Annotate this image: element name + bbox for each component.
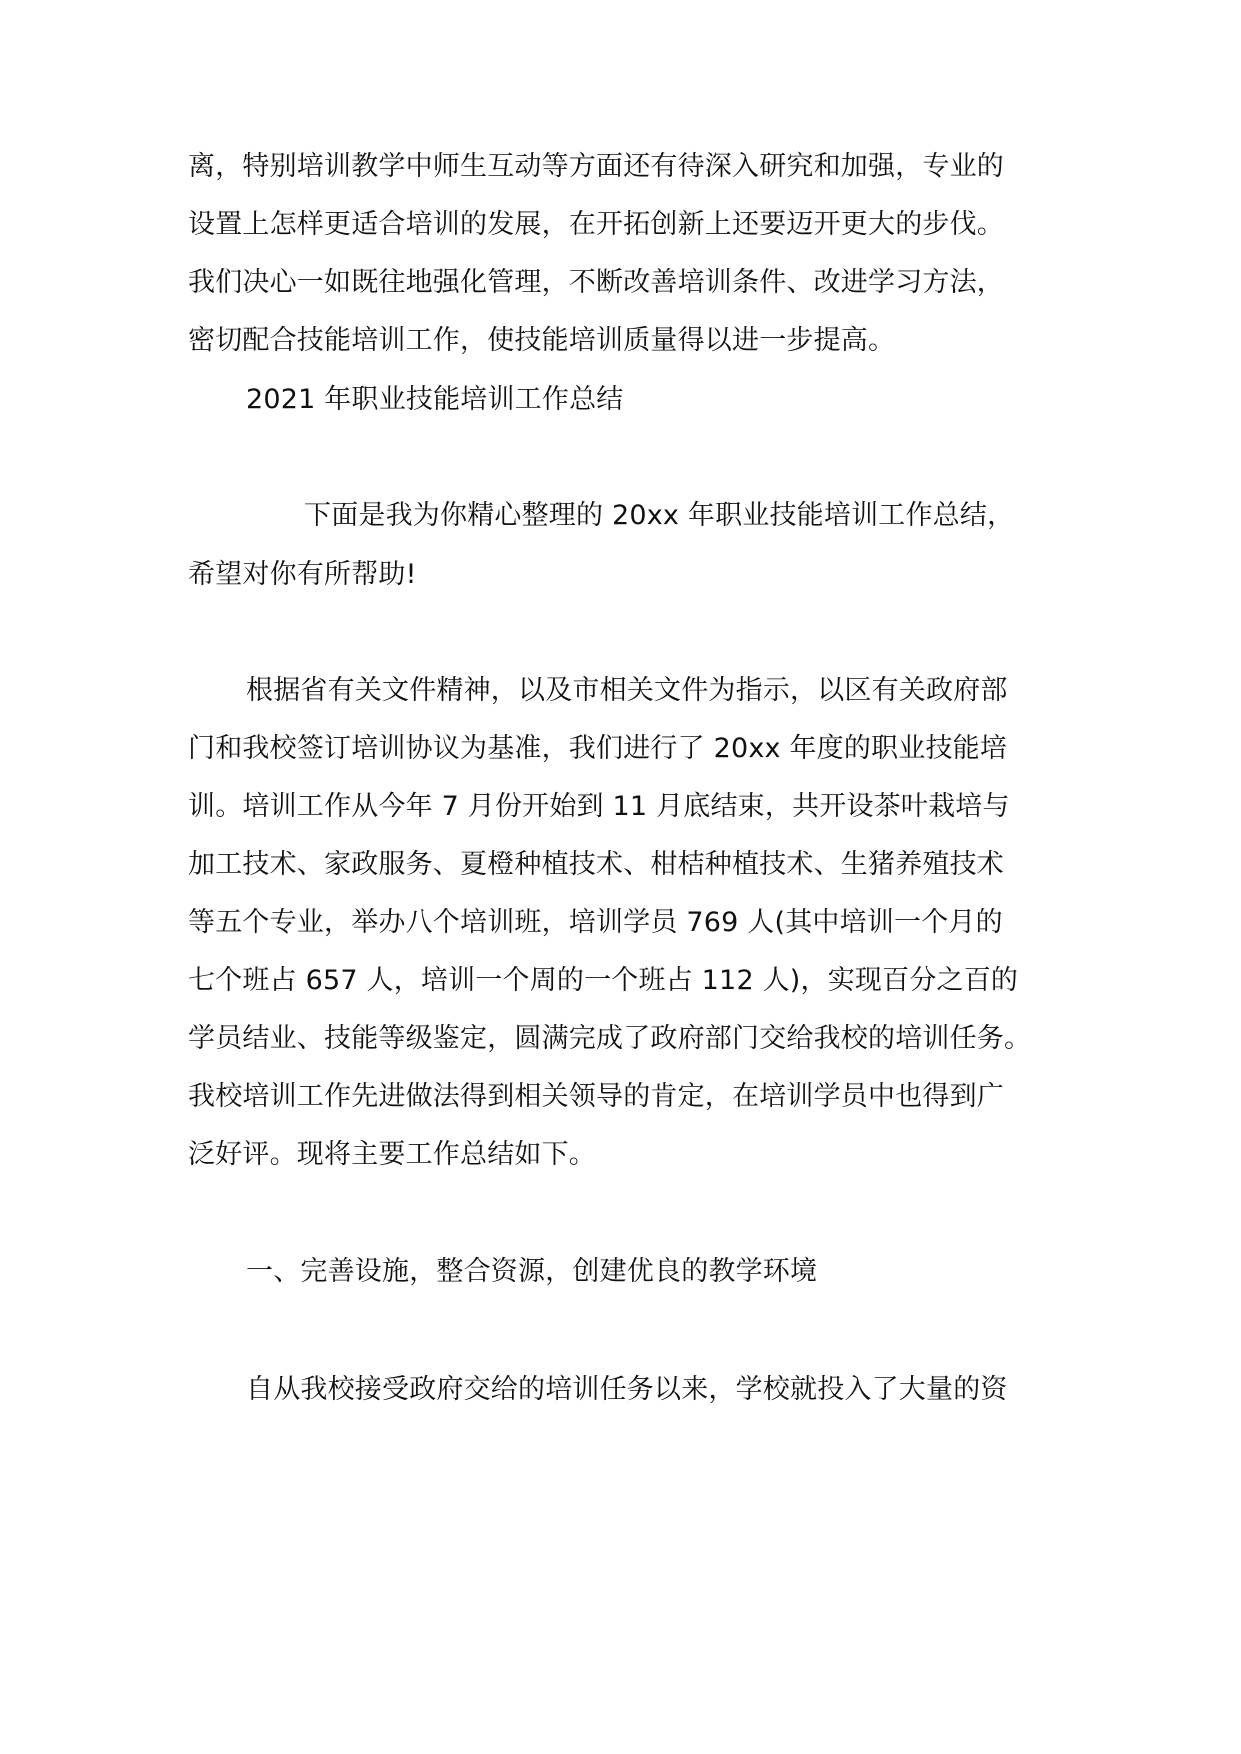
paragraph-line: 七个班占 657 人，培训一个周的一个班占 112 人)，实现百分之百的 xyxy=(188,965,1019,996)
section-heading: 一、完善设施，整合资源，创建优良的教学环境 xyxy=(246,1256,818,1287)
intro-line: 下面是我为你精心整理的 20xx 年职业技能培训工作总结， xyxy=(304,500,1015,531)
paragraph-line: 门和我校签订培训协议为基准，我们进行了 20xx 年度的职业技能培 xyxy=(188,733,1008,764)
paragraph-line: 根据省有关文件精神，以及市相关文件为指示，以区有关政府部 xyxy=(246,675,1008,706)
paragraph-line: 我校培训工作先进做法得到相关领导的肯定，在培训学员中也得到广 xyxy=(188,1081,1004,1112)
paragraph-line: 等五个专业，举办八个培训班，培训学员 769 人(其中培训一个月的 xyxy=(188,907,1003,938)
paragraph-line: 训。培训工作从今年 7 月份开始到 11 月底结束，共开设茶叶栽培与 xyxy=(188,791,1010,822)
paragraph-line: 泛好评。现将主要工作总结如下。 xyxy=(188,1139,596,1170)
section-title: 2021 年职业技能培训工作总结 xyxy=(246,384,624,415)
paragraph-line: 学员结业、技能等级鉴定，圆满完成了政府部门交给我校的培训任务。 xyxy=(188,1023,1032,1054)
paragraph-line: 密切配合技能培训工作，使技能培训质量得以进一步提高。 xyxy=(188,325,896,356)
intro-line: 希望对你有所帮助! xyxy=(188,559,417,590)
paragraph-line: 自从我校接受政府交给的培训任务以来，学校就投入了大量的资 xyxy=(246,1374,1008,1405)
paragraph-line: 我们决心一如既往地强化管理，不断改善培训条件、改进学习方法， xyxy=(188,267,1004,298)
paragraph-line: 设置上怎样更适合培训的发展，在开拓创新上还要迈开更大的步伐。 xyxy=(188,209,1004,240)
paragraph-line: 离，特别培训教学中师生互动等方面还有待深入研究和加强，专业的 xyxy=(188,151,1004,182)
paragraph-line: 加工技术、家政服务、夏橙种植技术、柑桔种植技术、生猪养殖技术 xyxy=(188,849,1004,880)
